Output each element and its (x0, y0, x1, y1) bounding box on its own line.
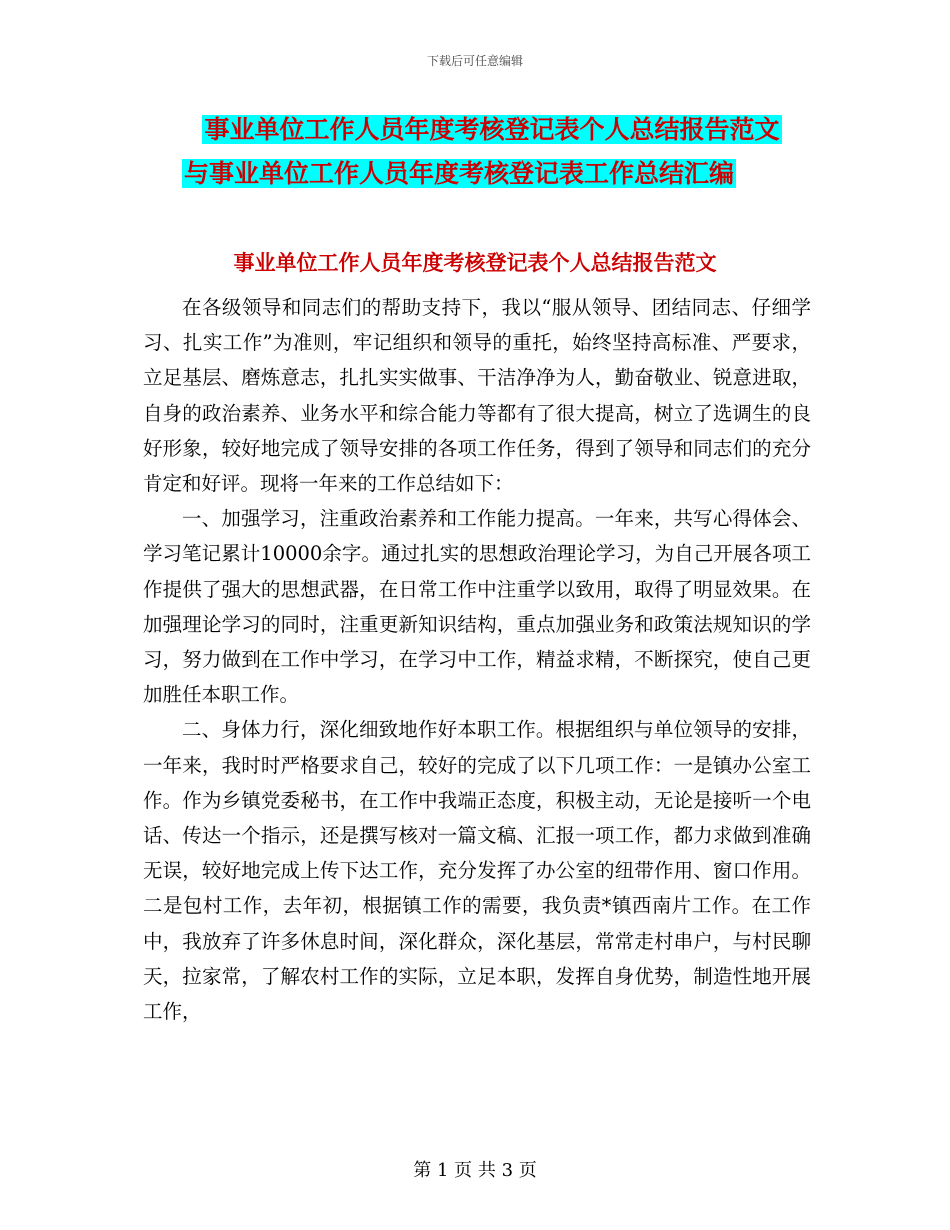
document-title-line-2 (0, 158, 950, 190)
paragraph-work: 二、身体力行，深化细致地作好本职工作。根据组织与单位领导的安排，一年来，我时时严格要求自己，较好的完成了以下几项工作：一是镇办公室工作。作为乡镇党委秘书，在工作中我端正态度，积极主动，无论是接听一个电话、传达一个指示，还是撰写核对一篇文稿、汇报一项工作，都力求做到准确无误，较好地完成上传下达工作，充分发挥了办公室的纽带作用、窗口作用。二是包村工作，去年初，根据镇工作的需要，我负责*镇西南片工作。在工作中，我放弃了许多休息时间，深化群众，深化基层，常常走村串户，与村民聊天，拉家常，了解农村工作的实际，立足本职，发挥自身优势，制造性地开展工作， (143, 718, 811, 1024)
section-title: 事业单位工作人员年度考核登记表个人总结报告范文 (233, 251, 717, 275)
paragraph-study: 一、加强学习，注重政治素养和工作能力提高。一年来，共写心得体会、学习笔记累计10000余字。通过扎实的思想政治理论学习，为自己开展各项工作提供了强大的思想武器，在日常工作中注重学以致用，取得了明显效果。在加强理论学习的同时，注重更新知识结构，重点加强业务和政策法规知识的学习，努力做到在工作中学习，在学习中工作，精益求精，不断探究，使自己更加胜任本职工作。 (143, 507, 811, 707)
document-title-line-1 (0, 114, 950, 146)
page-footer: 第 1 页 共 3 页 (413, 1160, 537, 1181)
body-text (143, 290, 811, 1029)
paragraph-intro: 在各级领导和同志们的帮助支持下，我以“服从领导、团结同志、仔细学习、扎实工作”为准则，牢记组织和领导的重托，始终坚持高标准、严要求，立足基层、磨炼意志，扎扎实实做事、干洁净净为人，勤奋敬业、锐意进取，自身的政治素养、业务水平和综合能力等都有了很大提高，树立了选调生的良好形象，较好地完成了领导安排的各项工作任务，得到了领导和同志们的充分肯定和好评。现将一年来的工作总结如下： (143, 296, 811, 496)
document-title-text-1: 事业单位工作人员年度考核登记表个人总结报告范文 (204, 115, 780, 144)
document-title-text-2: 与事业单位工作人员年度考核登记表工作总结汇编 (183, 159, 734, 188)
header-note: 下载后可任意编辑 (426, 54, 523, 68)
